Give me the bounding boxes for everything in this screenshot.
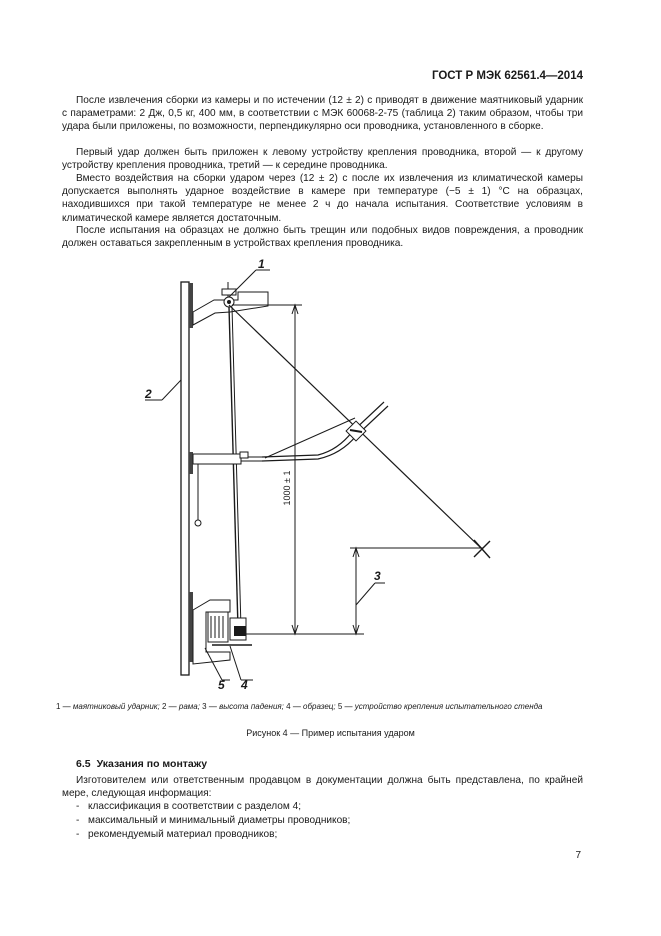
- list-item: - классификация в соответствии с разделом 4;: [76, 801, 302, 812]
- frame-mid-bracket: [189, 452, 193, 474]
- frame-top-hatch: [189, 283, 193, 328]
- list-item: - максимальный и минимальный диаметры проводников;: [76, 815, 351, 826]
- legend-text-3: высота падения;: [219, 702, 287, 711]
- conductor: [262, 402, 384, 457]
- figure-legend: 1 — маятниковый ударник; 2 — рама; 3 — высота падения; 4 — образец; 5 — устройство крепления испытательного стенда: [56, 702, 543, 711]
- legend-text-2: рама;: [178, 702, 203, 711]
- legend-num-3: 3: [202, 702, 207, 711]
- legend-num-2: 2: [161, 702, 167, 711]
- section-title: Указания по монтажу: [96, 758, 208, 770]
- paragraph-test-result: После испытания на образцах не должно быть трещин или подобных видов повреждения, а проводник должен оставаться закрепленным в устройствах крепления проводника.: [62, 225, 583, 250]
- section-number: 6.5: [76, 758, 91, 770]
- legend-num-5: 5: [337, 702, 343, 711]
- figure-caption: Рисунок 4 — Пример испытания ударом: [246, 728, 415, 738]
- list-item: - рекомендуемый материал проводников;: [76, 829, 278, 840]
- section-heading: [76, 758, 213, 770]
- frame-post: [181, 282, 189, 675]
- impact-test-figure: [0, 250, 661, 700]
- legend-text-4: образец;: [303, 702, 338, 711]
- frame-bottom-hatch: [189, 592, 193, 662]
- legend-text-1: маятниковый ударник;: [72, 702, 162, 711]
- paragraph-impact-order: Первый удар должен быть приложен к левому устройству крепления проводника, второй — к другому устройству крепления проводника, третий — к середине проводника.: [62, 147, 583, 172]
- legend-text-5: устройство крепления испытательного стенда: [354, 702, 543, 711]
- section-intro: Изготовителем или ответственным продавцом в документации должна быть представлена, по крайней мере, следующая информация:: [62, 775, 583, 800]
- list-item-text: максимальный и минимальный диаметры проводников;: [88, 815, 351, 826]
- paragraph-pendulum-impact: После извлечения сборки из камеры и по истечении (12 ± 2) с приводят в движение маятниковый ударник с параметрами: 2 Дж, 0,5 кг, 400 мм, в соответствии с МЭК 60068-2-75 (таблица 2) таким образом, чтобы три удара были приложены, по возможности, перпендикулярно оси проводника, установленного в сборке.: [62, 95, 583, 133]
- document-header: ГОСТ Р МЭК 62561.4—2014: [431, 70, 583, 82]
- label-5: 5: [218, 678, 225, 692]
- label-1: 1: [258, 257, 265, 271]
- conductor-holder: [193, 454, 241, 464]
- legend-num-1: 1: [56, 702, 61, 711]
- list-item-text: классификация в соответствии с разделом 4;: [88, 801, 302, 812]
- dimension-label: 1000 ± 1: [282, 470, 292, 506]
- paragraph-cold-chamber: Вместо воздействия на сборки ударом через (12 ± 2) с после их извлечения из климатической камеры допускается выполнять ударное воздействие в камере при температуре (−5 ± 1) °С на образцах, находившихся при такой температуре не менее 2 ч до начала испытания. Соответствие условиям в климатической камере является достаточным.: [62, 173, 583, 224]
- label-4: 4: [241, 678, 248, 692]
- list-item-text: рекомендуемый материал проводников;: [88, 829, 278, 840]
- label-3: 3: [374, 569, 381, 583]
- page-number: 7: [575, 850, 581, 861]
- legend-num-4: 4: [286, 702, 291, 711]
- label-2: 2: [145, 387, 152, 401]
